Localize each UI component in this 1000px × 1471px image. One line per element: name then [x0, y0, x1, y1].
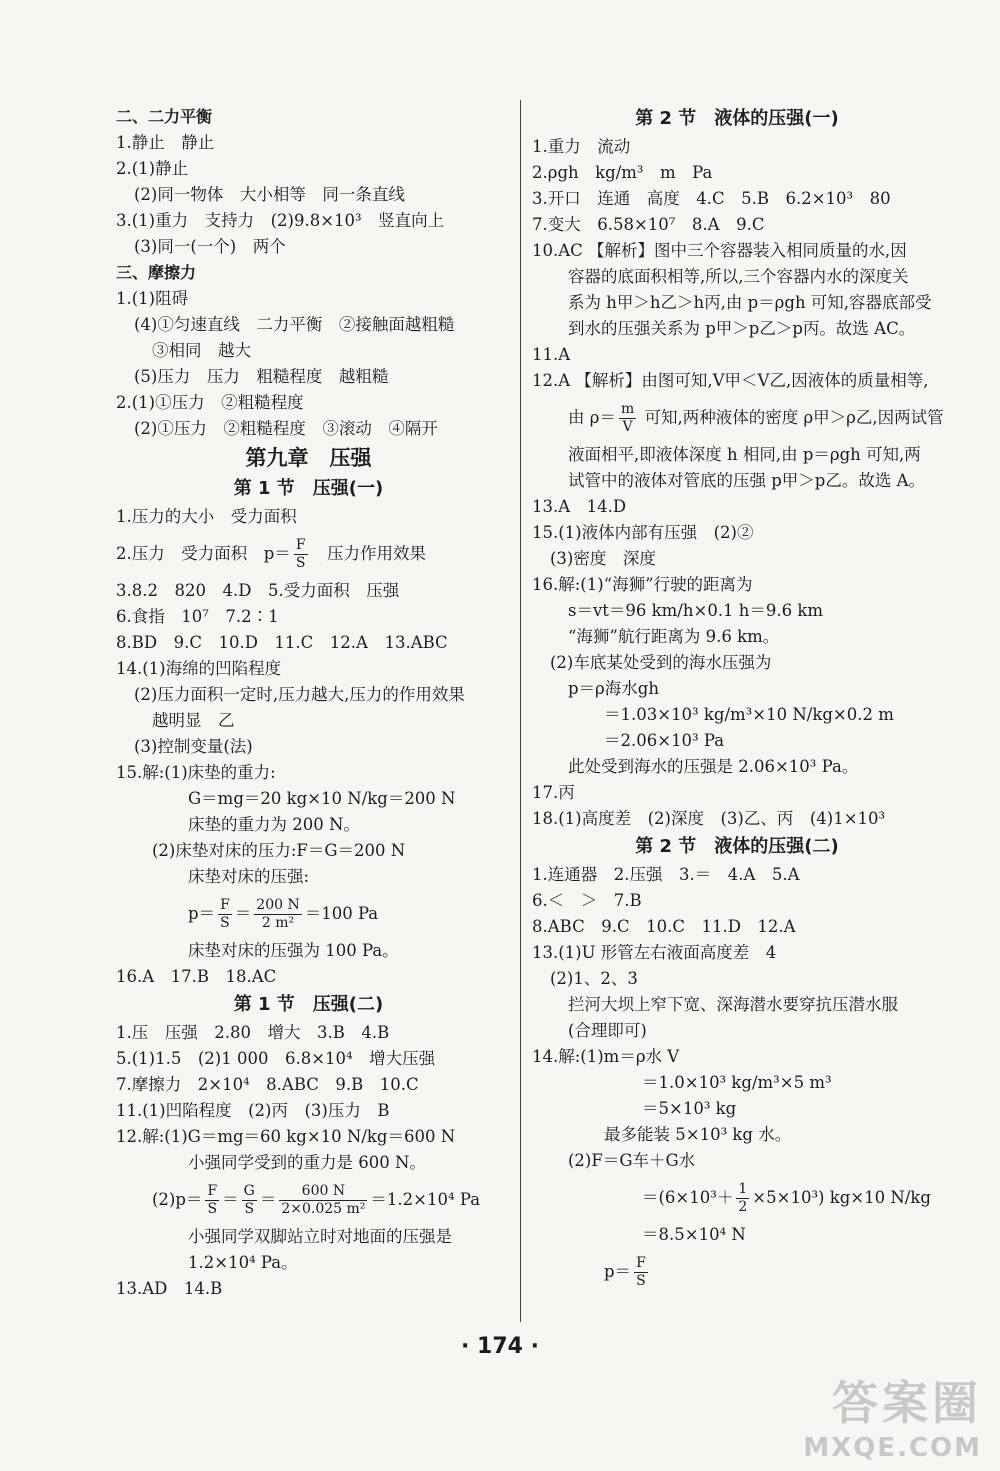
answer-line [116, 1176, 501, 1224]
answer-line: 此处受到海水的压强是 2.06×10³ Pa。 [568, 757, 859, 776]
fraction [736, 1181, 749, 1216]
answer-line: 容器的底面积相等,所以,三个容器内水的深度关 [568, 267, 909, 286]
answer-line: 3.(1)重力 支持力 (2)9.8×10³ 竖直向上 [116, 211, 445, 230]
answer-line: (2)F＝G车＋G水 [568, 1151, 696, 1170]
answer-line: “海狮”航行距离为 9.6 km。 [568, 627, 780, 646]
denominator: 2 m² [261, 915, 295, 931]
answer-line: 1.连通器 2.压强 3.＝ 4.A 5.A [532, 865, 800, 884]
answer-line: (2)车底某处受到的海水压强为 [550, 653, 772, 672]
answer-line: 床垫对床的压强为 100 Pa。 [188, 941, 399, 960]
answer-line: (4)①匀速直线 二力平衡 ②接触面越粗糙 [134, 315, 455, 334]
answer-line: 13.(1)U 形管左右液面高度差 4 [532, 943, 777, 962]
fraction [279, 1183, 367, 1218]
answer-line: 11.(1)凹陷程度 (2)丙 (3)压力 B [116, 1101, 390, 1120]
answer-line: 液面相平,即液体深度 h 相同,由 p＝ρgh 可知,两 [568, 445, 921, 464]
answer-line: 13.AD 14.B [116, 1279, 223, 1298]
denominator: S [207, 1201, 218, 1217]
answer-line: 11.A [532, 345, 571, 364]
answer-line: 16.A 17.B 18.AC [116, 967, 277, 986]
text: 2.压力 受力面积 p＝ [116, 544, 291, 563]
fraction [634, 1255, 648, 1290]
text: ＝ [259, 1190, 277, 1209]
answer-line: ＝1.03×10³ kg/m³×10 N/kg×0.2 m [604, 705, 894, 724]
fraction [205, 1183, 219, 1218]
denominator: S [636, 1273, 646, 1289]
answer-line [116, 530, 501, 578]
answer-line: 8.BD 9.C 10.D 11.C 12.A 13.ABC [116, 633, 448, 652]
answer-line: 14.(1)海绵的凹陷程度 [116, 659, 282, 678]
answer-line: 12.解:(1)G＝mg＝60 kg×10 N/kg＝600 N [116, 1127, 456, 1146]
answer-line: 1.重力 流动 [532, 137, 631, 156]
text: ＝1.2×10⁴ Pa [370, 1190, 481, 1209]
answer-line: (合理即可) [568, 1021, 647, 1040]
section-heading: 三、摩擦力 [116, 263, 197, 282]
answer-line: 6.＜ ＞ 7.B [532, 891, 642, 910]
answer-line [532, 1248, 942, 1296]
answer-line: (2)床垫对床的压力:F＝G＝200 N [152, 841, 406, 860]
left-column [116, 104, 501, 1302]
denominator: V [622, 419, 633, 435]
column-divider [520, 100, 521, 1322]
text: 可知,两种液体的密度 ρ甲＞ρ乙,因两试管 [639, 408, 944, 427]
page-number: · 174 · [461, 1334, 539, 1359]
text: ×5×10³) kg×10 N/kg [752, 1188, 931, 1207]
answer-line [116, 890, 501, 938]
fraction [294, 537, 308, 572]
text: 压力作用效果 [310, 544, 427, 563]
section-title: 第 1 节 压强(二) [233, 994, 384, 1015]
answer-line: 16.解:(1)“海狮”行驶的距离为 [532, 575, 753, 594]
answer-line: 13.A 14.D [532, 497, 627, 516]
numerator: F [295, 537, 306, 553]
answer-line: 1.(1)阻碍 [116, 289, 189, 308]
watermark-url: MXQE.COM [803, 1433, 982, 1463]
answer-line: 6.食指 10⁷ 7.2∶1 [116, 607, 279, 626]
text: ＝(6×10³＋ [642, 1188, 734, 1207]
numerator: 600 N [279, 1183, 367, 1201]
answer-line: 2.(1)①压力 ②粗糙程度 [116, 393, 304, 412]
answer-line: 5.(1)1.5 (2)1 000 6.8×10⁴ 增大压强 [116, 1049, 436, 1068]
answer-line: 15.(1)液体内部有压强 (2)② [532, 523, 754, 542]
answer-line: 14.解:(1)m＝ρ水 V [532, 1047, 680, 1066]
answer-line: 8.ABC 9.C 10.C 11.D 12.A [532, 917, 796, 936]
answer-line: 到水的压强关系为 p甲＞p乙＞p丙。故选 AC。 [568, 319, 916, 338]
answer-line: (5)压力 压力 粗糙程度 越粗糙 [134, 367, 389, 386]
text: p＝ [188, 904, 216, 923]
numerator: 1 [738, 1181, 748, 1197]
answer-line: 小强同学受到的重力是 600 N。 [188, 1153, 426, 1172]
right-column [532, 104, 942, 1296]
numerator: m [620, 401, 635, 417]
answer-line: (2)压力面积一定时,压力越大,压力的作用效果 [134, 685, 465, 704]
answer-line: (2)①压力 ②粗糙程度 ③滚动 ④隔开 [134, 419, 438, 438]
answer-line: 17.丙 [532, 783, 575, 802]
fraction [619, 401, 636, 436]
denominator: 2×0.025 m² [281, 1201, 366, 1217]
answer-line: (2)1、2、3 [550, 969, 638, 988]
answer-line: ③相同 越大 [152, 341, 251, 360]
answer-line: G＝mg＝20 kg×10 N/kg＝200 N [188, 789, 456, 808]
watermark-text: 答案圈 [832, 1376, 982, 1430]
denominator: S [220, 915, 230, 931]
answer-line: 18.(1)高度差 (2)深度 (3)乙、丙 (4)1×10³ [532, 809, 886, 828]
answer-line: 床垫的重力为 200 N。 [188, 815, 360, 834]
denominator: S [295, 555, 306, 571]
denominator: 2 [738, 1199, 748, 1215]
numerator: F [207, 1183, 218, 1199]
section-heading: 二、二力平衡 [116, 107, 213, 126]
numerator: G [243, 1183, 255, 1199]
answer-line: ＝1.0×10³ kg/m³×5 m³ [642, 1073, 832, 1092]
answer-line: 2.(1)静止 [116, 159, 189, 178]
answer-line: 系为 h甲＞h乙＞h丙,由 p＝ρgh 可知,容器底部受 [568, 293, 932, 312]
text: (2)p＝ [152, 1190, 203, 1209]
answer-line: 小强同学双脚站立时对地面的压强是 [188, 1227, 452, 1246]
answer-line: 15.解:(1)床垫的重力: [116, 763, 276, 782]
answer-line: (3)密度 深度 [550, 549, 656, 568]
answer-line: (3)控制变量(法) [134, 737, 253, 756]
answer-line: s＝vt＝96 km/h×0.1 h＝9.6 km [568, 601, 824, 620]
text: ＝ [234, 904, 252, 923]
section-title: 第 2 节 液体的压强(二) [635, 836, 839, 857]
section-title: 第 1 节 压强(一) [233, 478, 384, 499]
answer-line: 1.静止 静止 [116, 133, 215, 152]
answer-line: ＝8.5×10⁴ N [642, 1225, 746, 1244]
fraction [242, 1183, 257, 1218]
answer-line [532, 394, 942, 442]
answer-line: p＝ρ海水gh [568, 679, 659, 698]
answer-line: 12.A 【解析】由图可知,V甲＜V乙,因液体的质量相等, [532, 371, 929, 390]
answer-line: 1.2×10⁴ Pa。 [188, 1253, 298, 1272]
answer-line: ＝5×10³ kg [642, 1099, 737, 1118]
chapter-title: 第九章 压强 [245, 446, 372, 470]
numerator: F [220, 897, 230, 913]
watermark-logo [803, 1367, 982, 1463]
answer-line: 越明显 乙 [152, 711, 235, 730]
answer-line: 7.摩擦力 2×10⁴ 8.ABC 9.B 10.C [116, 1075, 419, 1094]
answer-line: 7.变大 6.58×10⁷ 8.A 9.C [532, 215, 765, 234]
answer-line: 试管中的液体对管底的压强 p甲＞p乙。故选 A。 [568, 471, 926, 490]
answer-line: 1.压力的大小 受力面积 [116, 507, 297, 526]
fraction [254, 897, 301, 932]
text: ＝ [222, 1190, 239, 1209]
answer-line: 3.开口 连通 高度 4.C 5.B 6.2×10³ 80 [532, 189, 891, 208]
answer-line [532, 1174, 942, 1222]
text: 由 ρ＝ [568, 408, 616, 427]
denominator: S [244, 1201, 255, 1217]
answer-line: 拦河大坝上窄下宽、深海潜水要穿抗压潜水服 [568, 995, 898, 1014]
answer-line: 10.AC 【解析】图中三个容器装入相同质量的水,因 [532, 241, 907, 260]
fraction [218, 897, 232, 932]
answer-line: 床垫对床的压强: [188, 867, 310, 886]
answer-line: ＝2.06×10³ Pa [604, 731, 725, 750]
answer-line: 最多能装 5×10³ kg 水。 [604, 1125, 792, 1144]
answer-line: 2.ρgh kg/m³ m Pa [532, 163, 713, 182]
text: p＝ [604, 1262, 632, 1281]
numerator: 200 N [256, 897, 300, 913]
text: ＝100 Pa [304, 904, 379, 923]
answer-line: 1.压 压强 2.80 增大 3.B 4.B [116, 1023, 390, 1042]
numerator: F [636, 1255, 646, 1271]
answer-line: (3)同一(一个) 两个 [134, 237, 286, 256]
answer-line: (2)同一物体 大小相等 同一条直线 [134, 185, 405, 204]
section-title: 第 2 节 液体的压强(一) [635, 108, 839, 129]
answer-line: 3.8.2 820 4.D 5.受力面积 压强 [116, 581, 400, 600]
